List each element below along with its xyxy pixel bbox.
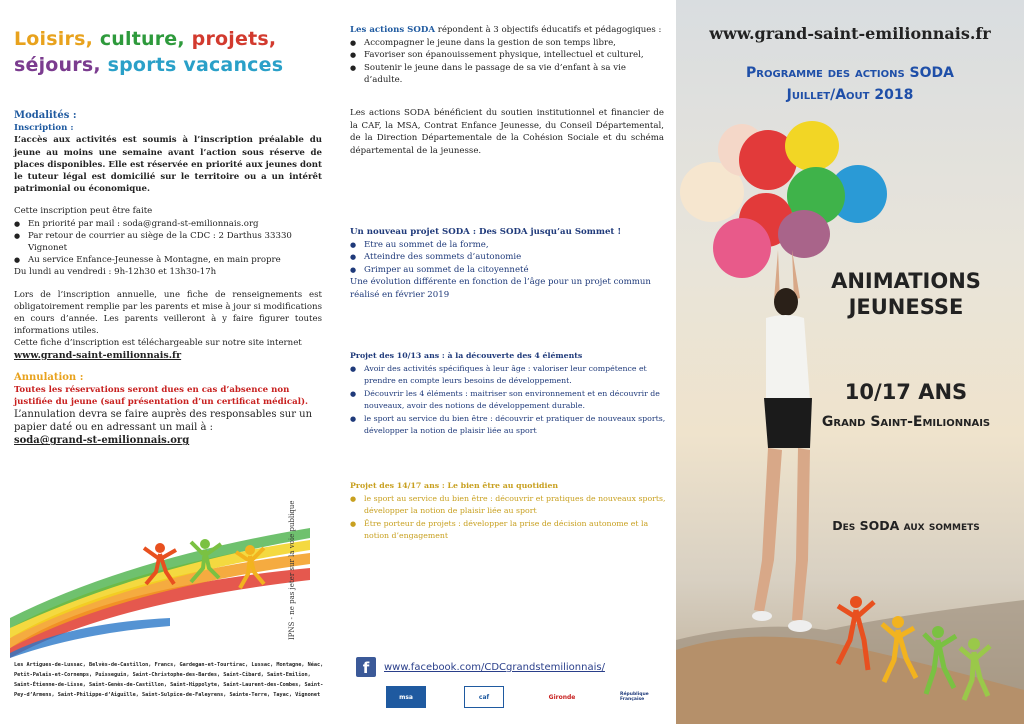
new-project-item: ● Atteindre des sommets d’autonomie (350, 251, 666, 264)
facebook-icon[interactable]: f (356, 657, 376, 677)
ipns-notice: IPNS - ne pas jeter sur la voie publique (288, 500, 296, 640)
modalites-heading: Modalités : (14, 110, 77, 121)
objectives-section (350, 24, 664, 157)
new-project-title: Un nouveau projet SODA : Des SODA jusqu’au Sommet ! (350, 227, 622, 237)
cover-panel (676, 0, 1024, 724)
leisure-title (14, 26, 283, 78)
support-text: Les actions SODA bénéficient du soutien institutionnel et financier de la CAF, la MSA, Contrat Enfance Jeunesse, du Conseil Départemental, de la Direction Départementale de la Cohésion Sociale et du schéma départemental de la jeunesse. (350, 107, 664, 156)
facebook-link[interactable]: www.facebook.com/CDCgrandstemilionnais/ (384, 661, 605, 673)
slogan: Des SODA aux sommets (832, 518, 980, 533)
new-project-text: Une évolution différente en fonction de l’âge pour un projet commun réalisé en février 2019 (350, 277, 651, 300)
facebook-row (356, 657, 605, 677)
cover-website: www.grand-saint-emilionnais.fr (709, 24, 991, 43)
modalites-section (14, 110, 322, 447)
animations-line-2: JEUNESSE (848, 295, 964, 319)
programme-line-2: Juillet/Aout 2018 (786, 87, 914, 103)
new-project-item: ● Etre au sommet de la forme, (350, 239, 666, 252)
title-word-projets: projets, (191, 28, 277, 50)
download-text: Cette fiche d’inscription est téléchargeable sur notre site internet (14, 338, 302, 349)
balloons-photo (676, 0, 1024, 724)
caf-logo: caf (464, 686, 504, 708)
partner-logos (386, 686, 660, 708)
annulation-email[interactable]: soda@grand-st-emilionnais.org (14, 435, 190, 447)
annulation-text: L’annulation devra se faire auprès des responsables sur un papier daté ou en adressant un mail à : (14, 409, 313, 434)
project-1013-section (350, 350, 666, 438)
intro-rest: répondent à 3 objectifs éducatifs et pédagogiques : (437, 25, 662, 35)
dancers-illustration (10, 528, 310, 658)
project-1417-title: Projet des 14/17 ans : Le bien être au quotidien (350, 481, 559, 490)
method-item: ● Par retour de courrier au siège de la CDC : 2 Darthus 33330 Vignonet (14, 230, 322, 254)
office-hours: Du lundi au vendredi : 9h-12h30 et 13h30-17h (14, 267, 217, 278)
animations-line-1: ANIMATIONS (831, 269, 981, 293)
new-project-section (350, 226, 666, 302)
project-1417-section (350, 480, 666, 543)
objective-item: ● Accompagner le jeune dans la gestion de son temps libre, (350, 37, 664, 50)
left-panel (0, 0, 336, 724)
inscription-intro: Cette inscription peut être faite (14, 206, 153, 217)
project-1417-item: ● le sport au service du bien être : découvrir et pratiques de nouveaux sports, développer la notion de plaisir liée au sport (350, 493, 666, 518)
programme-title (676, 62, 1024, 106)
title-word-loisirs: Loisirs, (14, 28, 93, 50)
animations-title (796, 268, 1016, 320)
project-1013-title: Projet des 10/13 ans : à la découverte des 4 éléments (350, 351, 583, 360)
annulation-heading: Annulation : (14, 371, 84, 383)
new-project-item: ● Grimper au sommet de la citoyenneté (350, 264, 666, 277)
objective-item: ● Favoriser son épanouissement physique, intellectuel et culturel, (350, 49, 664, 62)
msa-logo: msa (386, 686, 426, 708)
communes-list: Les Artigues-de-Lussac, Belvès-de-Castillon, Francs, Gardegan-et-Tourtirac, Lussac, Montagne, Néac, Petit-Palais-et-Cornemps, Puisseguin, Saint-Christophe-des-Bardes, Saint-Cibard, Saint-Emilion, Saint-Étienne-de-Lisse, Saint-Genès-de-Castillon, Saint-Hippolyte, Saint-Laurent-des-Combes, Saint-Pey-d’Armens, Saint-Philippe-d’Aiguille, Saint-Sulpice-de-Faleyrens, Sainte-Terre, Tayac, Vignonet (14, 662, 324, 698)
project-1013-item: ● Découvrir les 4 éléments : maitriser son environnement et en découvrir de nouveaux, avoir des notions de développement durable. (350, 388, 666, 413)
middle-panel (336, 0, 676, 724)
inscription-heading: Inscription : (14, 123, 74, 134)
project-1013-item: ● le sport au service du bien être : découvrir et pratiquer de nouveaux sports, développer la notion de plaisir liée au sport (350, 413, 666, 438)
balloon-group (680, 121, 887, 278)
annulation-warning: Toutes les réservations seront dues en cas d’absence non justifiée du jeune (sauf présentation d’un certificat médical). (14, 385, 309, 408)
programme-line-1: Programme des actions SODA (746, 65, 954, 81)
title-word-sports: sports vacances (107, 54, 284, 76)
territory-name: Grand Saint-Emilionnais (821, 414, 991, 430)
age-range: 10/17 ANS (844, 380, 968, 404)
gironde-logo: Gironde (548, 693, 576, 701)
republique-logo: République Française (620, 692, 649, 702)
intro-lead: Les actions SODA (350, 25, 435, 35)
title-word-sejours: séjours, (14, 54, 101, 76)
inscription-text: L’accès aux activités est soumis à l’inscription préalable du jeune au moins une semaine avant l’action sous réserve de places disponibles. Elle est réservée en priorité aux jeunes dont le tuteur légal est domicilié sur le territoire ou a un intérêt patrimonial ou économique. (14, 135, 322, 195)
project-1013-item: ● Avoir des activités spécifiques à leur âge : valoriser leur compétence et prendre en compte leurs besoins de développement. (350, 363, 666, 388)
website-link[interactable]: www.grand-saint-emilionnais.fr (14, 349, 182, 361)
title-word-culture: culture, (99, 28, 185, 50)
method-item: ● En priorité par mail : soda@grand-st-emilionnais.org (14, 218, 322, 230)
project-1417-item: ● Être porteur de projets : développer la prise de décision autonome et la notion d’engagement (350, 518, 666, 543)
objective-item: ● Soutenir le jeune dans le passage de sa vie d’enfant à sa vie d’adulte. (350, 62, 664, 87)
method-item: ● Au service Enfance-Jeunesse à Montagne, en main propre (14, 254, 322, 266)
annual-text: Lors de l’inscription annuelle, une fiche de renseignements est obligatoirement remplie par les parents et mise à jour si modifications en cours d’année. Les parents veilleront à y faire figurer toutes informations utiles. (14, 289, 322, 337)
